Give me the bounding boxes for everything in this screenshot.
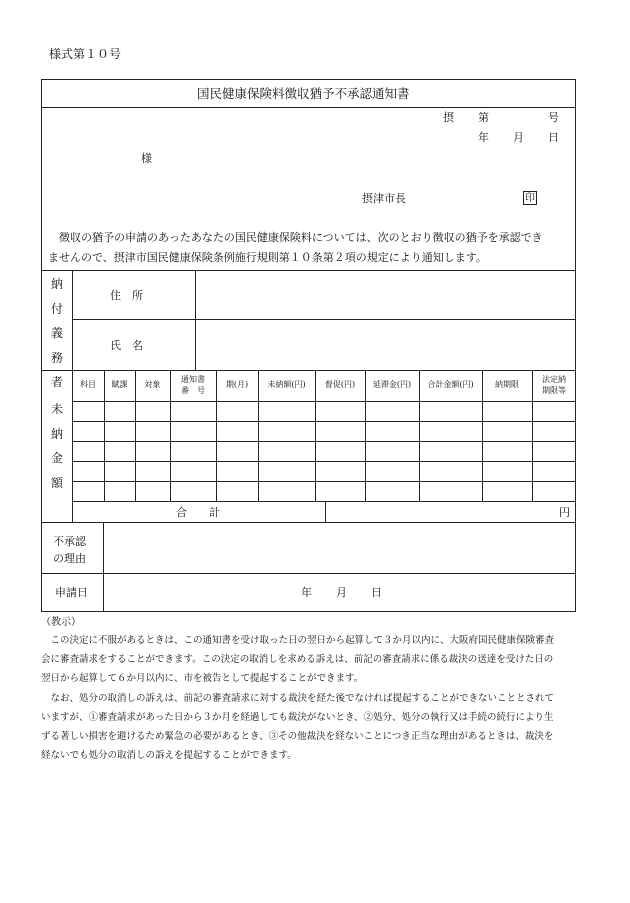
- addressee-suffix: 様: [141, 152, 152, 165]
- col-header-unpaid: 未納額(円): [267, 380, 306, 390]
- total-yen-unit: 円: [559, 506, 570, 519]
- divider: [258, 370, 259, 501]
- page-title: 国民健康保険料徴収猶予不承認通知書: [197, 86, 410, 101]
- col-header-target: 対象: [144, 380, 161, 390]
- reference-dai: 第: [478, 111, 489, 124]
- application-day: 日: [371, 586, 382, 599]
- application-date-label: 申請日: [55, 586, 88, 599]
- divider: [532, 370, 533, 501]
- divider: [41, 107, 576, 108]
- issue-day: 日: [548, 131, 559, 144]
- issuer-name: 摂津市長: [362, 192, 406, 205]
- col-header-notice-number: 通知書 番 号: [181, 374, 205, 395]
- col-header-due-date: 納期限: [495, 380, 519, 390]
- divider: [41, 270, 576, 271]
- reference-office: 摂: [443, 111, 454, 124]
- divider: [72, 319, 576, 320]
- obligor-label: 納付義務者: [50, 277, 63, 389]
- divider: [72, 401, 576, 402]
- name-label: 氏 名: [110, 339, 143, 352]
- divider: [170, 370, 171, 501]
- form-number: 様式第１０号: [49, 47, 122, 61]
- divider: [72, 481, 576, 482]
- reference-go: 号: [548, 111, 559, 124]
- issue-year: 年: [478, 131, 489, 144]
- divider: [72, 501, 576, 502]
- col-header-late-fee: 延滞金(円): [372, 380, 412, 390]
- col-header-legal-due: 法定納 期限等: [542, 374, 566, 395]
- total-label: 合 計: [176, 506, 220, 519]
- issue-month: 月: [513, 131, 524, 144]
- unpaid-label: 未納金額: [50, 402, 63, 490]
- col-header-total: 合計金額(円): [427, 380, 474, 390]
- address-label: 住 所: [110, 289, 143, 302]
- notice-paragraph-2: なお、処分の取消しの訴えは、前記の審査請求に対する裁決を経た後でなければ提起することができないこととされて いますが、①審査請求があった日から３か月を経過しても裁決がないとき、②処分、処分の執行又は手続の続行により生 ずる著しい損害を避けるため緊急の必要があるとき、③その他裁決を経ないことにつき正当な理由があるときは、裁決を 経ないでも処分の取消しの訴えを提起することができます。: [41, 693, 555, 761]
- seal-stamp: 印: [525, 193, 535, 204]
- body-text: 徴収の猶予の申請のあったあなたの国民健康保険料については、次のとおり徴収の猶予を承認でき ませんので、摂津市国民健康保険条例施行規則第１０条第２項の規定により通知します。: [48, 231, 543, 264]
- divider: [195, 270, 196, 370]
- notice-heading: （教示）: [41, 617, 81, 628]
- divider: [41, 522, 576, 523]
- divider: [482, 370, 483, 501]
- divider: [419, 370, 420, 501]
- divider: [72, 461, 576, 462]
- divider: [104, 370, 105, 501]
- col-header-reminder: 督促(円): [324, 380, 356, 390]
- divider: [365, 370, 366, 501]
- divider: [216, 370, 217, 501]
- divider: [315, 370, 316, 501]
- col-header-period: 期(月): [225, 380, 249, 390]
- divider: [103, 522, 104, 612]
- divider: [41, 573, 576, 574]
- divider: [72, 441, 576, 442]
- notice-paragraph-1: この決定に不服があるときは、この通知書を受け取った日の翌日から起算して３か月以内に、大阪府国民健康保険審査 会に審査請求をすることができます。この決定の取消しを求める訴えは、前記の審査請求に係る裁決の送達を受けた日の 翌日から起算して６か月以内に、市を被告として提起することができます。: [41, 635, 555, 684]
- application-year: 年: [301, 586, 312, 599]
- divider: [325, 501, 326, 522]
- col-header-subject: 科目: [80, 380, 96, 390]
- divider: [135, 370, 136, 501]
- reason-label: 不承認 の理由: [53, 535, 86, 565]
- divider: [72, 421, 576, 422]
- col-header-levy: 賦課: [111, 380, 128, 390]
- application-month: 月: [336, 586, 347, 599]
